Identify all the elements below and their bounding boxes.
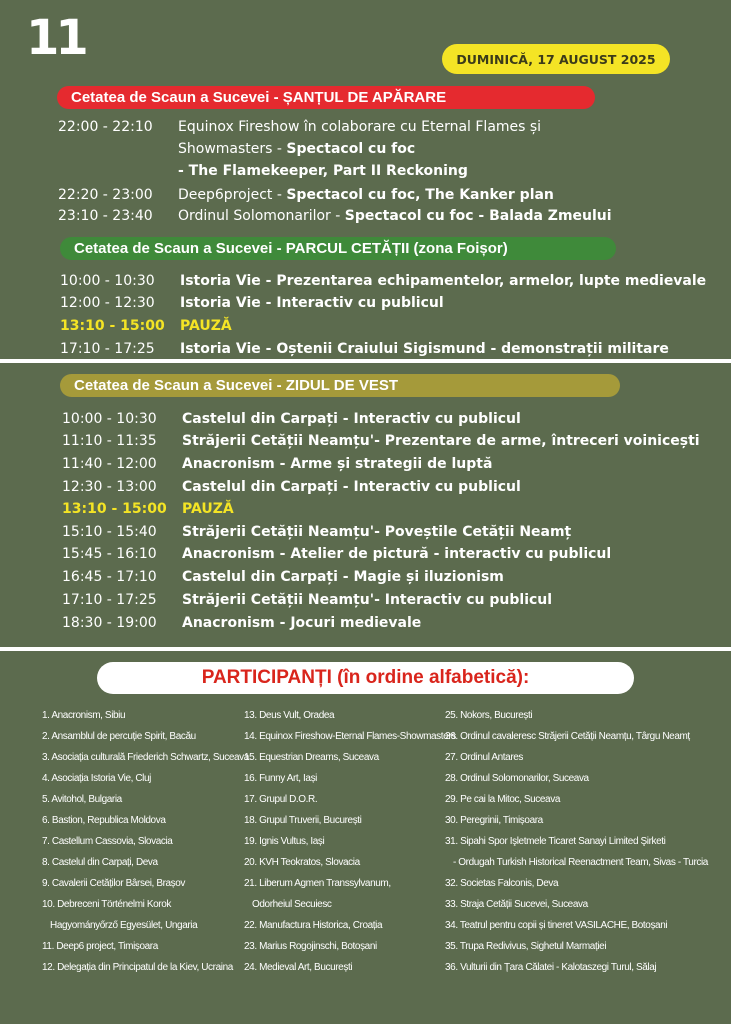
participant-item: Odorheiul Secuiesc <box>252 899 332 910</box>
event-description: Equinox Fireshow în colaborare cu Eternal Flames și <box>178 119 542 135</box>
event-time: 10:00 - 10:30 <box>60 273 155 289</box>
event-time: 12:00 - 12:30 <box>60 295 155 311</box>
event-time: 13:10 - 15:00 <box>62 501 167 517</box>
participant-item: 25. Nokors, București <box>445 710 533 721</box>
participant-item: 13. Deus Vult, Oradea <box>244 710 335 721</box>
participant-item: 23. Marius Rogojinschi, Botoșani <box>244 941 377 952</box>
participant-item: 18. Grupul Truverii, București <box>244 815 362 826</box>
event-time: 22:20 - 23:00 <box>58 187 153 203</box>
date-badge: DUMINICĂ, 17 AUGUST 2025 <box>442 44 670 74</box>
participant-item: 5. Avitohol, Bulgaria <box>42 794 122 805</box>
page-number: 11 <box>26 10 85 66</box>
participant-item: 33. Straja Cetății Sucevei, Suceava <box>445 899 588 910</box>
participant-item: - Ordugah Turkish Historical Reenactment Team, Sivas - Turcia <box>453 857 708 868</box>
participant-item: 4. Asociația Istoria Vie, Cluj <box>42 773 151 784</box>
event-description: Ordinul Solomonarilor - Spectacol cu foc - Balada Zmeului <box>178 208 612 224</box>
participant-item: 6. Bastion, Republica Moldova <box>42 815 166 826</box>
event-description: Anacronism - Jocuri medievale <box>182 615 422 631</box>
section-divider <box>0 359 731 363</box>
participant-item: 17. Grupul D.O.R. <box>244 794 318 805</box>
event-time: 11:10 - 11:35 <box>62 433 157 449</box>
participant-item: 32. Societas Falconis, Deva <box>445 878 559 889</box>
event-description: PAUZĂ <box>180 318 232 334</box>
event-description: Deep6project - Spectacol cu foc, The Kanker plan <box>178 187 554 203</box>
event-description: Anacronism - Atelier de pictură - interactiv cu publicul <box>182 546 612 562</box>
participant-item: 19. Ignis Vultus, Iași <box>244 836 325 847</box>
event-description: Străjerii Cetății Neamțu'- Interactiv cu publicul <box>182 592 553 608</box>
event-description: Castelul din Carpați - Interactiv cu publicul <box>182 479 521 495</box>
participant-item: 2. Ansamblul de percuție Spirit, Bacău <box>42 731 196 742</box>
event-time: 17:10 - 17:25 <box>62 592 157 608</box>
participant-item: 34. Teatrul pentru copii și tineret VASILACHE, Botoșani <box>445 920 668 931</box>
participants-column-1 <box>42 705 249 978</box>
participant-item: 28. Ordinul Solomonarilor, Suceava <box>445 773 589 784</box>
participant-item: 3. Asociația culturală Friederich Schwartz, Suceava <box>42 752 249 763</box>
event-description: Anacronism - Arme și strategii de luptă <box>182 456 493 472</box>
participant-item: 8. Castelul din Carpați, Deva <box>42 857 158 868</box>
event-time: 11:40 - 12:00 <box>62 456 157 472</box>
event-description: Castelul din Carpați - Magie și iluzionism <box>182 569 504 585</box>
event-description: Străjerii Cetății Neamțu'- Prezentare de arme, întreceri voinicești <box>182 433 700 449</box>
participant-item: 21. Liberum Agmen Transsylvanum, <box>244 878 391 889</box>
participant-item: 30. Peregrinii, Timișoara <box>445 815 543 826</box>
participant-item: 15. Equestrian Dreams, Suceava <box>244 752 379 763</box>
event-description: Istoria Vie - Oștenii Craiului Sigismund - demonstrații militare <box>180 341 669 357</box>
participant-item: 22. Manufactura Historica, Croația <box>244 920 383 931</box>
event-description: Showmasters - Spectacol cu foc <box>178 141 416 157</box>
participant-item: 27. Ordinul Antares <box>445 752 524 763</box>
participant-item: 12. Delegația din Principatul de la Kiev, Ucraina <box>42 962 233 973</box>
event-time: 12:30 - 13:00 <box>62 479 157 495</box>
event-description: Istoria Vie - Prezentarea echipamentelor, armelor, lupte medievale <box>180 273 707 289</box>
participant-item: 20. KVH Teokratos, Slovacia <box>244 857 360 868</box>
event-time: 16:45 - 17:10 <box>62 569 157 585</box>
section-title-santul: Cetatea de Scaun a Sucevei - ȘANȚUL DE APĂRARE <box>57 86 595 109</box>
event-time: 15:45 - 16:10 <box>62 546 157 562</box>
participant-item: 14. Equinox Fireshow-Eternal Flames-Showmasters <box>244 731 456 742</box>
event-description: PAUZĂ <box>182 501 234 517</box>
participants-column-2 <box>244 705 456 978</box>
event-time: 15:10 - 15:40 <box>62 524 157 540</box>
event-description: Istoria Vie - Interactiv cu publicul <box>180 295 444 311</box>
event-time: 18:30 - 19:00 <box>62 615 157 631</box>
event-time: 10:00 - 10:30 <box>62 411 157 427</box>
participant-item: Hagyományőrző Egyesület, Ungaria <box>50 920 198 931</box>
participants-column-3 <box>445 705 708 978</box>
event-time: 13:10 - 15:00 <box>60 318 165 334</box>
section-title-parcul: Cetatea de Scaun a Sucevei - PARCUL CETĂȚII (zona Foișor) <box>60 237 616 260</box>
event-description: Străjerii Cetății Neamțu'- Poveștile Cetății Neamț <box>182 524 572 540</box>
event-time: 17:10 - 17:25 <box>60 341 155 357</box>
section-divider <box>0 647 731 651</box>
participant-item: 10. Debreceni Történelmi Korok <box>42 899 171 910</box>
participant-item: 31. Sipahi Spor Işletmele Ticaret Sanayi Limited Şirketi <box>445 836 666 847</box>
participant-item: 9. Cavalerii Cetăților Bârsei, Brașov <box>42 878 186 889</box>
event-time: 22:00 - 22:10 <box>58 119 153 135</box>
participant-item: 35. Trupa Redivivus, Sighetul Marmației <box>445 941 607 952</box>
event-description: Castelul din Carpați - Interactiv cu publicul <box>182 411 521 427</box>
participant-item: 11. Deep6 project, Timișoara <box>42 941 158 952</box>
participants-title: PARTICIPANȚI (în ordine alfabetică): <box>97 662 634 694</box>
participant-item: 26. Ordinul cavaleresc Străjerii Cetății Neamțu, Târgu Neamț <box>445 731 690 742</box>
participant-item: 16. Funny Art, Iași <box>244 773 317 784</box>
event-time: 23:10 - 23:40 <box>58 208 153 224</box>
participant-item: 1. Anacronism, Sibiu <box>42 710 126 721</box>
participant-item: 24. Medieval Art, București <box>244 962 353 973</box>
participant-item: 7. Castellum Cassovia, Slovacia <box>42 836 173 847</box>
participant-item: 36. Vulturii din Țara Călatei - Kalotaszegi Turul, Sălaj <box>445 962 657 973</box>
event-description: - The Flamekeeper, Part II Reckoning <box>178 163 468 179</box>
participant-item: 29. Pe cai la Mitoc, Suceava <box>445 794 560 805</box>
section-title-zidul: Cetatea de Scaun a Sucevei - ZIDUL DE VEST <box>60 374 620 397</box>
